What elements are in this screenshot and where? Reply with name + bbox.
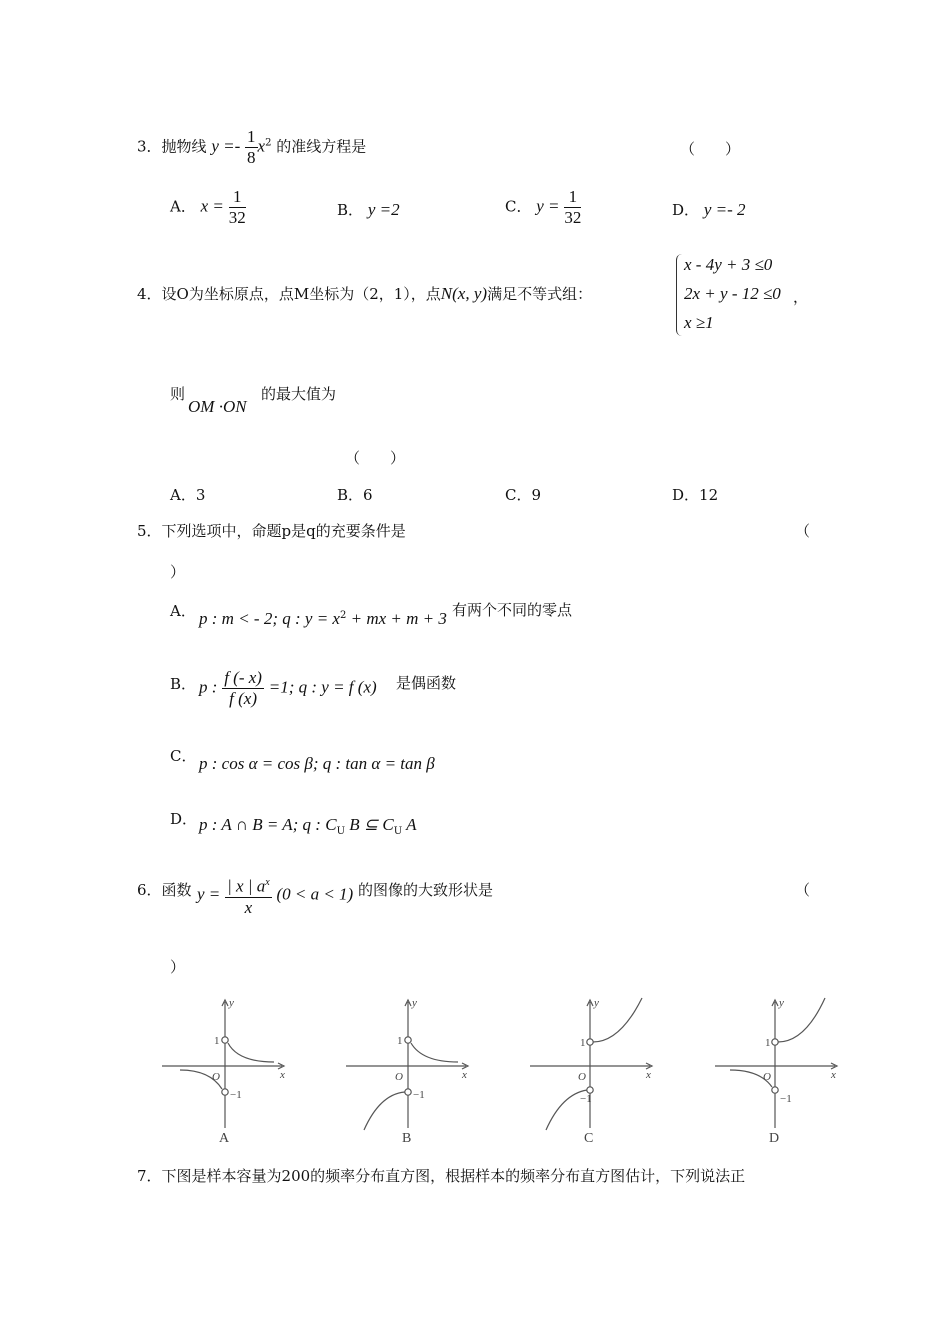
q5-option-c: p : cos α = cos β; q : tan α = tan β [199, 754, 435, 773]
graph-d [715, 998, 837, 1128]
q4-dot-product: OM ·ON [188, 397, 247, 416]
q6-function: y = $\frac{| x | a^x}{x}$ (0 < a < 1) [197, 873, 353, 918]
graph-a [162, 1000, 284, 1128]
q3-number: 3．抛物线 [137, 137, 207, 156]
q4-inequality-2: 2x + y - 12 ≤0 [684, 284, 781, 303]
q4-option-c: C．9 [505, 486, 542, 504]
q5-stem: 5．下列选项中，命题p是q的充要条件是 [137, 522, 406, 540]
q3-option-d: D． y =- 2 [672, 200, 746, 219]
svg-text:y: y [779, 997, 784, 1009]
q6-stem-label: 6．函数 [137, 881, 192, 899]
q6-paren-close: ） [170, 958, 186, 976]
q4-option-b: B．6 [337, 486, 373, 504]
svg-text:y: y [229, 997, 234, 1009]
svg-text:1: 1 [214, 1035, 220, 1047]
graph-b [346, 1000, 468, 1130]
q3-option-c: C． y = $\frac{1}{32}$ [505, 187, 582, 227]
q7-stem: 7．下图是样本容量为200的频率分布直方图，根据样本的频率分布直方图估计，下列说法正 [137, 1167, 746, 1185]
q3-option-a: A． x = $\frac{1}{32}$ [170, 187, 246, 227]
q5-paren-open: （ [795, 522, 811, 540]
q4-then-tail: 的最大值为 [261, 385, 337, 403]
q4-inequality-1: x - 4y + 3 ≤0 [684, 255, 773, 274]
svg-text:1: 1 [580, 1037, 586, 1049]
q6-stem-tail: 的图像的大致形状是 [358, 881, 494, 899]
q3-option-b: B． y =2 [337, 200, 400, 219]
q5-option-b-tail: 是偶函数 [396, 674, 457, 692]
q5-paren-close: ） [170, 563, 186, 581]
svg-text:−1: −1 [580, 1093, 592, 1105]
q4-option-d: D．12 [672, 486, 719, 504]
svg-text:1: 1 [397, 1035, 403, 1047]
svg-text:O: O [395, 1071, 403, 1083]
q3-fraction: $\frac{1}{8}$ [247, 127, 256, 167]
q5-option-c-label: C． [170, 747, 197, 765]
q3-eq-lhs: y =- [211, 136, 241, 156]
svg-text:y: y [412, 997, 417, 1009]
svg-text:−1: −1 [413, 1089, 425, 1101]
svg-text:x: x [646, 1069, 651, 1081]
q4-option-a: A．3 [170, 486, 206, 504]
q5-option-a: p : m < - 2; q : $y = x^2$ + mx + m + 3 [199, 609, 447, 628]
q6-graphs [150, 990, 850, 1150]
graph-c [530, 998, 652, 1130]
svg-text:−1: −1 [780, 1093, 792, 1105]
q5-option-d-label: D． [170, 810, 198, 828]
q4-inequality-3: x ≥1 [684, 313, 714, 332]
graph-c-label: C [584, 1131, 594, 1146]
graph-b-label: B [402, 1131, 412, 1146]
q3-answer-paren: （ ） [680, 140, 741, 158]
q5-option-d: p : A ∩ B = A; q : $C_U$ B ⊆ $C_U$ A [199, 815, 417, 837]
q4-stem: 4．设O为坐标原点，点M坐标为（2，1），点N(x, y)满足不等式组： [137, 284, 593, 303]
svg-text:x: x [280, 1069, 285, 1081]
q5-option-b: p : $\frac{f (- x)}{f (x)}$ =1; q : y = f (x) [199, 668, 377, 708]
graph-d-label: D [769, 1131, 780, 1146]
svg-text:y: y [594, 997, 599, 1009]
q4-answer-paren: （ ） [345, 449, 406, 467]
svg-text:x: x [831, 1069, 836, 1081]
q5-option-a-tail: 有两个不同的零点 [452, 601, 573, 619]
svg-text:O: O [763, 1071, 771, 1083]
svg-text:x: x [462, 1069, 467, 1081]
svg-text:O: O [212, 1071, 220, 1083]
q6-paren-open: （ [795, 881, 811, 899]
graph-a-label: A [219, 1131, 230, 1146]
q5-option-b-label: B． [170, 675, 197, 693]
q3-tail: 的准线方程是 [276, 137, 367, 156]
q4-comma: ， [793, 288, 809, 306]
q3-stem: 3．抛物线 y =- $\frac{1}{8}$ $x^2$ 的准线方程是 [137, 127, 367, 167]
svg-text:O: O [578, 1071, 586, 1083]
svg-text:1: 1 [765, 1037, 771, 1049]
q5-option-a-label: A． [170, 602, 196, 620]
svg-text:−1: −1 [230, 1089, 242, 1101]
q4-then-label: 则 [170, 385, 186, 403]
